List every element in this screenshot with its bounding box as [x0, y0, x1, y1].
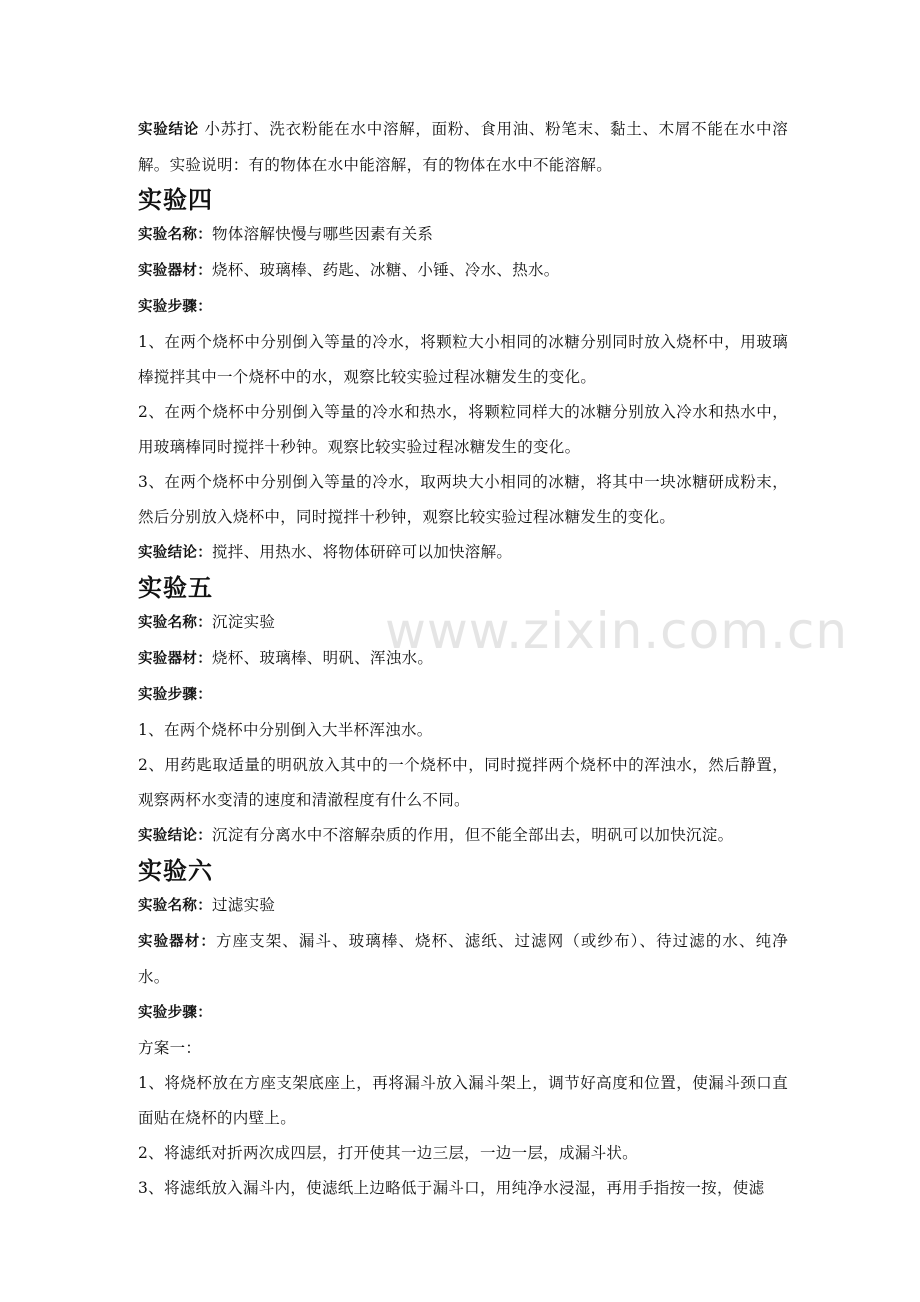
- exp4-name: [138, 217, 788, 253]
- exp4-step-2: 2、在两个烧杯中分别倒入等量的冷水和热水，将颗粒同样大的冰糖分别放入冷水和热水中，用玻璃棒同时搅拌十秒钟。观察比较实验过程冰糖发生的变化。: [138, 403, 788, 456]
- exp6-step-3: 3、将滤纸放入漏斗内，使滤纸上边略低于漏斗口，用纯净水浸湿，再用手指按一按，使滤: [138, 1179, 765, 1197]
- exp4-equipment-label: 实验器材：: [138, 263, 212, 279]
- exp5-equipment-label: 实验器材：: [138, 651, 212, 667]
- exp4-steps-label-line: [138, 289, 788, 325]
- exp5-step-2: 2、用药匙取适量的明矾放入其中的一个烧杯中，同时搅拌两个烧杯中的浑浊水，然后静置，观察两杯水变清的速度和清澈程度有什么不同。: [138, 756, 788, 809]
- exp4-equipment-text: 烧杯、玻璃棒、药匙、冰糖、小锤、冷水、热水。: [212, 261, 560, 279]
- exp5-conclusion: [138, 818, 788, 854]
- exp6-step-2: 2、将滤纸对折两次成四层，打开使其一边三层，一边一层，成漏斗状。: [138, 1144, 638, 1162]
- exp4-conclusion-label: 实验结论：: [138, 545, 212, 561]
- exp5-conclusion-label: 实验结论：: [138, 828, 212, 844]
- document-page: [138, 112, 788, 1206]
- exp4-name-label: 实验名称：: [138, 227, 212, 243]
- section-heading-5: 实验五: [138, 574, 213, 602]
- section-heading-6: 实验六: [138, 857, 213, 885]
- exp4-conclusion-text: 搅拌、用热水、将物体研碎可以加快溶解。: [212, 543, 513, 561]
- exp4-step-1: 1、在两个烧杯中分别倒入等量的冷水，将颗粒大小相同的冰糖分别同时放入烧杯中，用玻璃棒搅拌其中一个烧杯中的水，观察比较实验过程冰糖发生的变化。: [138, 333, 788, 386]
- exp6-name: [138, 888, 788, 924]
- exp4-equipment: [138, 253, 788, 289]
- exp6-equipment: [138, 924, 788, 995]
- exp4-name-text: 物体溶解快慢与哪些因素有关系: [212, 225, 434, 243]
- conclusion-paragraph: [138, 112, 788, 183]
- exp5-steps-label-line: [138, 677, 788, 713]
- conclusion-text: 小苏打、洗衣粉能在水中溶解，面粉、食用油、粉笔末、黏土、木屑不能在水中溶解。实验说明：有的物体在水中能溶解，有的物体在水中不能溶解。: [138, 120, 789, 174]
- exp5-conclusion-text: 沉淀有分离水中不溶解杂质的作用，但不能全部出去，明矾可以加快沉淀。: [212, 826, 734, 844]
- exp6-plan-one: 方案一：: [138, 1039, 202, 1057]
- exp6-steps-label: 实验步骤：: [138, 1005, 212, 1021]
- watermark: www.zixin.com.cn: [385, 602, 849, 660]
- exp4-step-3: 3、在两个烧杯中分别倒入等量的冷水，取两块大小相同的冰糖，将其中一块冰糖研成粉末，然后分别放入烧杯中，同时搅拌十秒钟，观察比较实验过程冰糖发生的变化。: [138, 473, 788, 526]
- exp5-step-1: 1、在两个烧杯中分别倒入大半杯浑浊水。: [138, 721, 433, 739]
- exp5-name-label: 实验名称：: [138, 615, 212, 631]
- exp5-steps-label: 实验步骤：: [138, 687, 212, 703]
- conclusion-label: 实验结论: [138, 122, 199, 138]
- exp6-equipment-label: 实验器材：: [138, 934, 216, 950]
- exp4-conclusion: [138, 535, 788, 571]
- section-heading-4: 实验四: [138, 186, 213, 214]
- exp5-equipment-text: 烧杯、玻璃棒、明矾、浑浊水。: [212, 649, 434, 667]
- exp5-name: [138, 605, 788, 641]
- exp6-step-1: 1、将烧杯放在方座支架底座上，再将漏斗放入漏斗架上，调节好高度和位置，使漏斗颈口直面贴在烧杯的内壁上。: [138, 1074, 788, 1127]
- exp4-steps-label: 实验步骤：: [138, 299, 212, 315]
- exp6-name-text: 过滤实验: [212, 896, 276, 914]
- exp5-name-text: 沉淀实验: [212, 613, 276, 631]
- exp6-steps-label-line: [138, 995, 788, 1031]
- exp5-equipment: [138, 641, 788, 677]
- exp6-name-label: 实验名称：: [138, 898, 212, 914]
- exp6-equipment-text: 方座支架、漏斗、玻璃棒、烧杯、滤纸、过滤网（或纱布）、待过滤的水、纯净水。: [138, 932, 788, 986]
